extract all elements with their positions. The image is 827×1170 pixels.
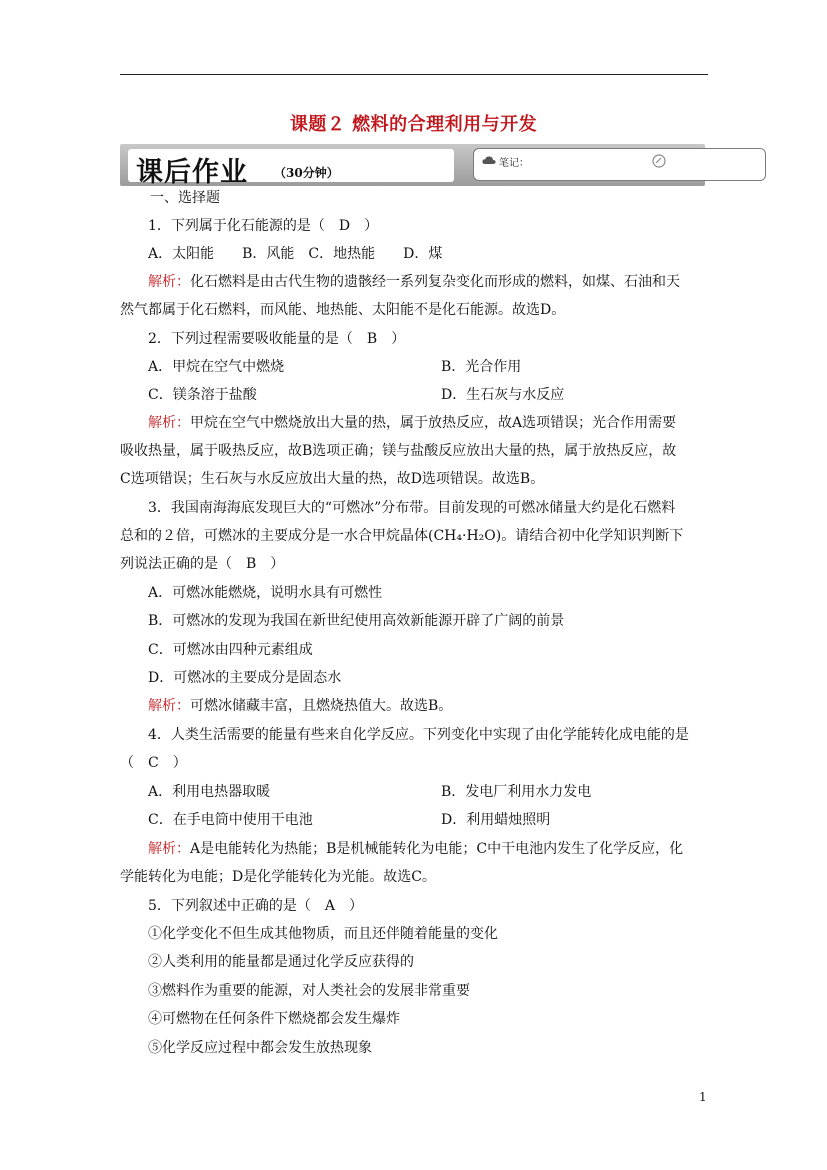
q4-option-c: C．在手电筒中使用干电池 bbox=[148, 812, 313, 828]
q2-option-c: C．镁条溶于盐酸 bbox=[148, 387, 257, 403]
q3-stem: 列说法正确的是（ B ） bbox=[120, 556, 285, 572]
banner-title: 课后作业 bbox=[136, 157, 248, 188]
q2-option-a: A．甲烷在空气中燃烧 bbox=[148, 359, 285, 375]
header-rule bbox=[120, 74, 708, 75]
q3-stem: 3．我国南海海底发现巨大的“可燃冰”分布带。目前发现的可燃冰储量大约是化石燃料 bbox=[148, 500, 676, 516]
q5-stem: 5．下列叙述中正确的是（ A ） bbox=[148, 898, 364, 914]
notes-label: 笔记： bbox=[499, 158, 529, 169]
explanation-label: 解析： bbox=[148, 415, 190, 431]
notes-box[interactable] bbox=[473, 148, 766, 181]
q3-option-d: D．可燃冰的主要成分是固态水 bbox=[148, 670, 342, 686]
q1-options: A．太阳能 B．风能 C．地热能 D．煤 bbox=[148, 246, 443, 262]
page-number: 1 bbox=[699, 1090, 707, 1104]
q3-option-a: A．可燃冰能燃烧，说明水具有可燃性 bbox=[148, 585, 383, 601]
q3-explanation-line: 解析：可燃冰储藏丰富，且燃烧热值大。故选B。 bbox=[148, 698, 453, 714]
q1-stem: 1．下列属于化石能源的是（ D ） bbox=[148, 218, 379, 234]
q5-item: ⑤化学反应过程中都会发生放热现象 bbox=[148, 1040, 372, 1056]
cloud-icon bbox=[482, 155, 496, 165]
paperclip-icon bbox=[652, 154, 666, 168]
q1-explanation-line: 解析：化石燃料是由古代生物的遗骸经一系列复杂变化而形成的燃料，如煤、石油和天 bbox=[148, 274, 680, 290]
q4-explanation-line: 学能转化为电能；D是化学能转化为光能。故选C。 bbox=[120, 869, 436, 885]
q2-explanation-line: C选项错误；生石灰与水反应放出大量的热，故D选项错误。故选B。 bbox=[120, 471, 545, 487]
q5-item: ④可燃物在任何条件下燃烧都会发生爆炸 bbox=[148, 1011, 400, 1027]
q1-explanation-line: 然气都属于化石燃料，而风能、地热能、太阳能不是化石能源。故选D。 bbox=[120, 302, 566, 318]
q4-explanation-line: 解析：A是电能转化为热能；B是机械能转化为电能；C中干电池内发生了化学反应，化 bbox=[148, 841, 684, 857]
banner-duration: （30分钟） bbox=[274, 166, 339, 180]
q2-option-d: D．生石灰与水反应 bbox=[441, 387, 565, 403]
q4-stem: （ C ） bbox=[120, 755, 187, 771]
q5-item: ②人类利用的能量都是通过化学反应获得的 bbox=[148, 954, 414, 970]
q3-option-c: C．可燃冰由四种元素组成 bbox=[148, 642, 313, 658]
q3-stem: 总和的２倍，可燃冰的主要成分是一水合甲烷晶体(CH₄·H₂O)。请结合初中化学知识判断下 bbox=[120, 528, 684, 544]
explanation-label: 解析： bbox=[148, 841, 190, 857]
q2-explanation-line: 吸收热量，属于吸热反应，故B选项正确；镁与盐酸反应放出大量的热，属于放热反应，故 bbox=[120, 443, 677, 459]
q4-stem: 4．人类生活需要的能量有些来自化学反应。下列变化中实现了由化学能转化成电能的是 bbox=[148, 727, 689, 743]
explanation-label: 解析： bbox=[148, 274, 190, 290]
banner-badge bbox=[128, 149, 454, 188]
q2-stem: 2．下列过程需要吸收能量的是（ B ） bbox=[148, 331, 406, 347]
q4-option-b: B．发电厂利用水力发电 bbox=[441, 784, 592, 800]
explanation-label: 解析： bbox=[148, 698, 190, 714]
q5-item: ③燃料作为重要的能源，对人类社会的发展非常重要 bbox=[148, 983, 470, 999]
q2-explanation-line: 解析：甲烷在空气中燃烧放出大量的热，属于放热反应，故A选项错误；光合作用需要 bbox=[148, 415, 677, 431]
q4-option-d: D．利用蜡烛照明 bbox=[441, 812, 551, 828]
homework-banner bbox=[120, 144, 705, 186]
q4-option-a: A．利用电热器取暖 bbox=[148, 784, 271, 800]
page-title: 课题２ 燃料的合理利用与开发 bbox=[289, 114, 538, 135]
q3-option-b: B．可燃冰的发现为我国在新世纪使用高效新能源开辟了广阔的前景 bbox=[148, 613, 565, 629]
section-heading: 一、选择题 bbox=[150, 190, 220, 206]
q5-item: ①化学变化不但生成其他物质，而且还伴随着能量的变化 bbox=[148, 926, 498, 942]
q2-option-b: B．光合作用 bbox=[441, 359, 522, 375]
